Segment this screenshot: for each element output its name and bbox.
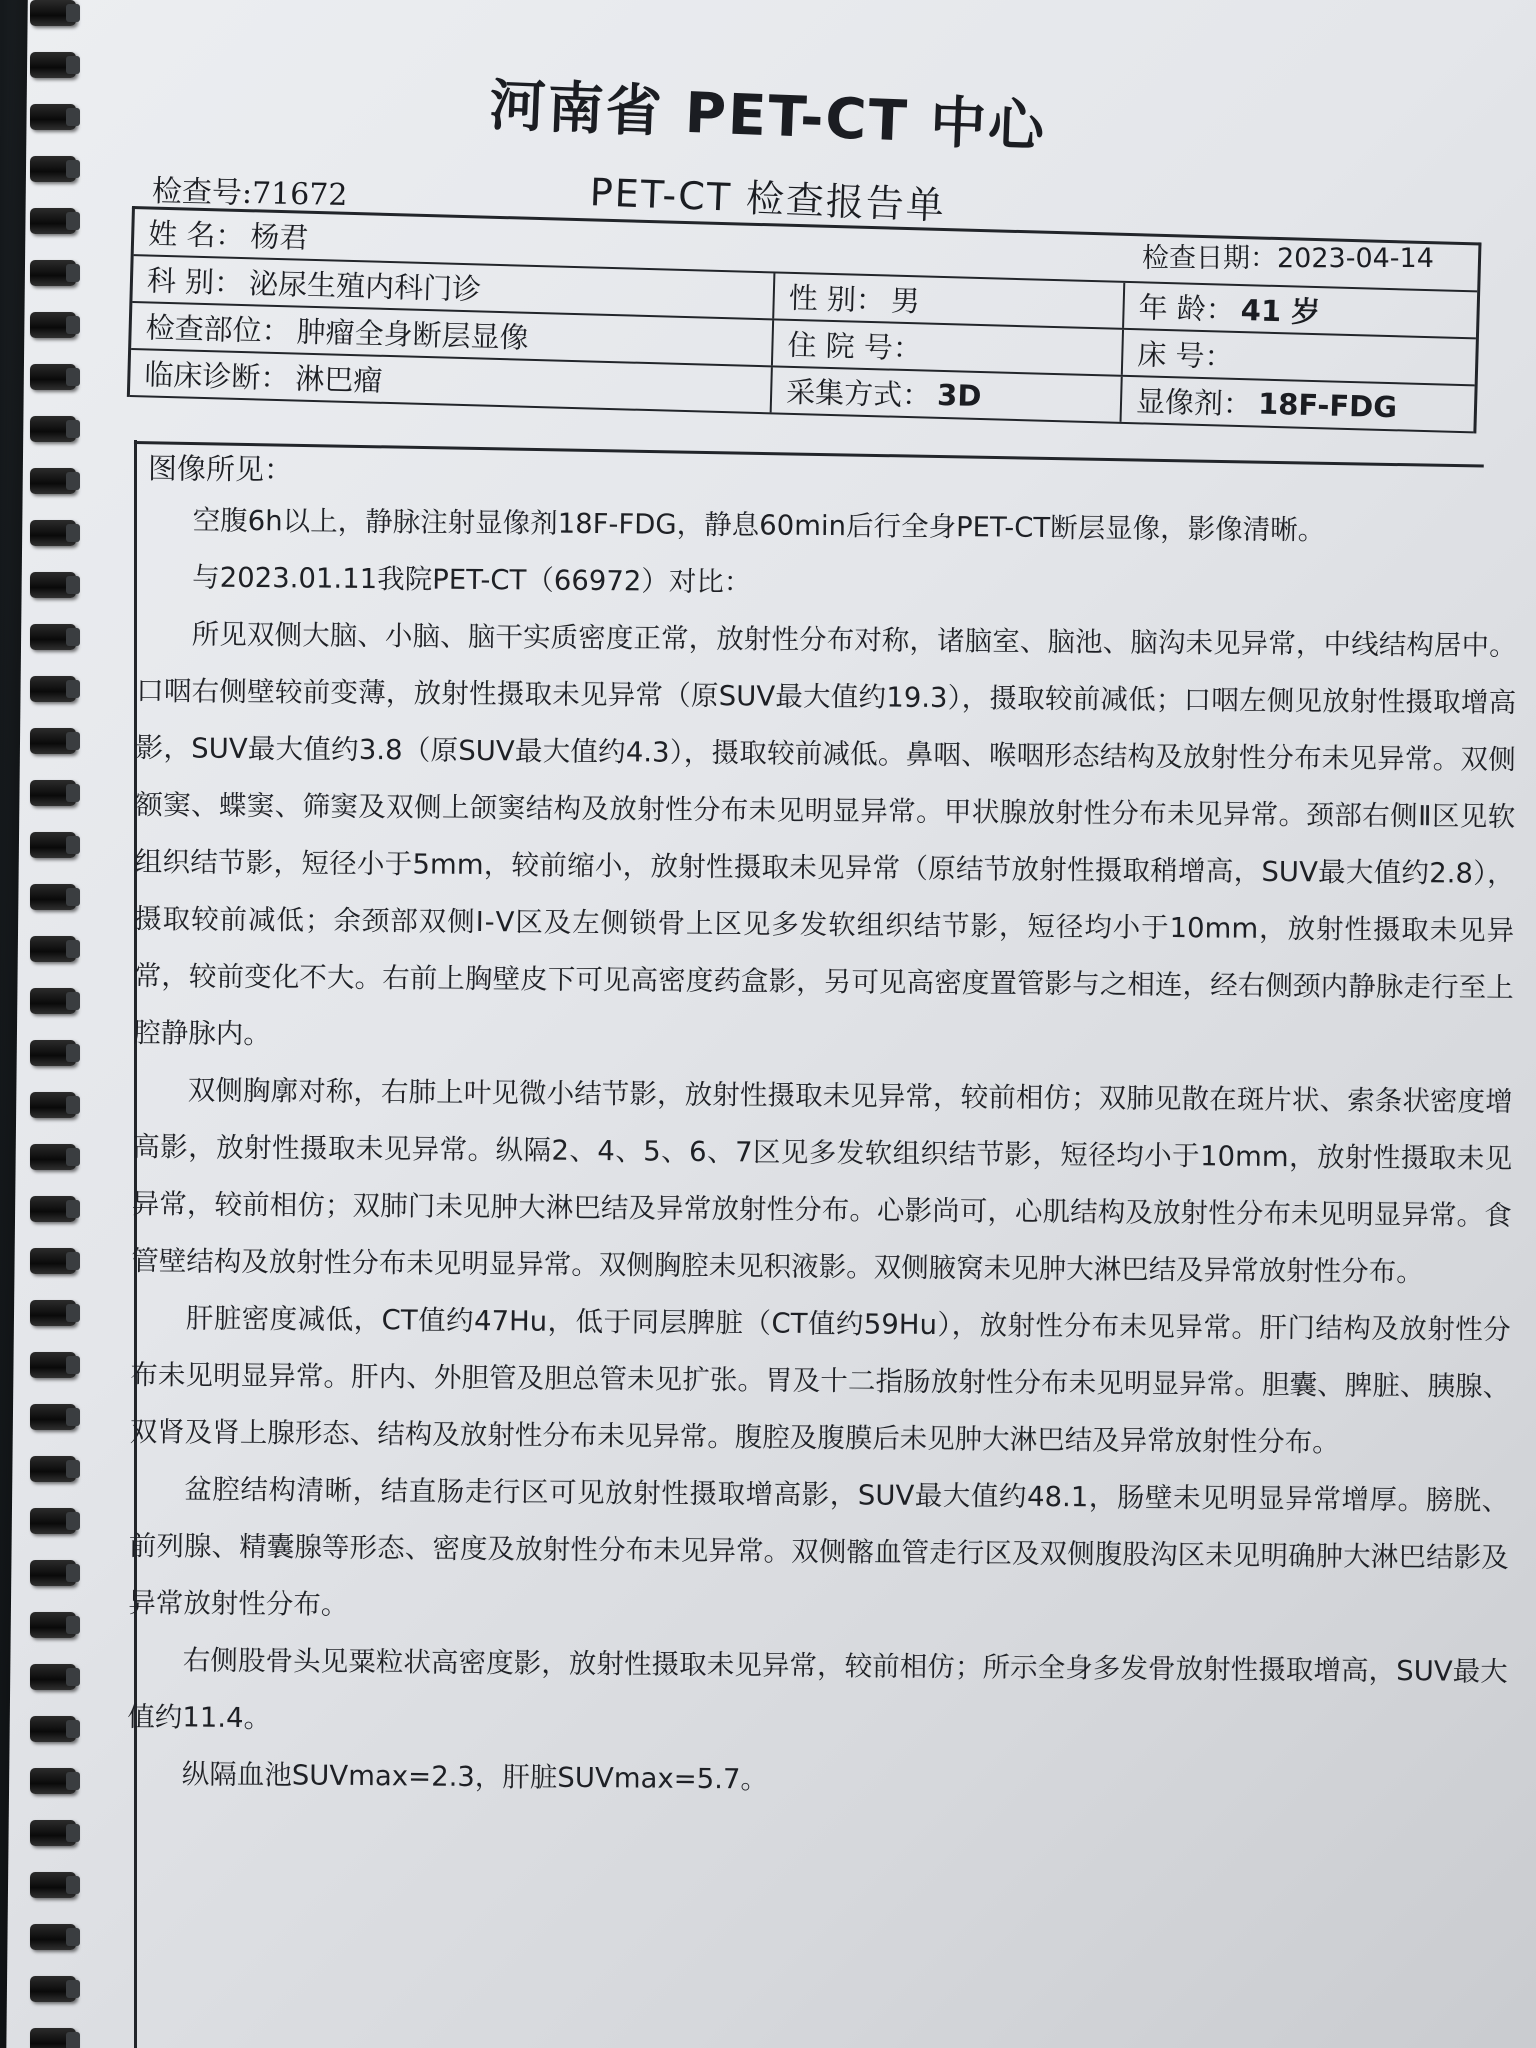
dept-label: 科 别： xyxy=(146,263,244,301)
binding-hole xyxy=(66,1252,80,1270)
name-label: 姓 名： xyxy=(147,216,245,254)
binding-hole xyxy=(66,1304,80,1322)
binding-hole xyxy=(66,680,80,698)
findings-paragraph: 所见双侧大脑、小脑、脑干实质密度正常，放射性分布对称，诸脑室、脑池、脑沟未见异常，中线结构居中。口咽右侧壁较前变薄，放射性摄取未见异常（原SUV最大值约19.3），摄取较前减低；口咽左侧见放射性摄取增高影，SUV最大值约3.8（原SUV最大值约4.3），摄取较前减低。鼻咽、喉咽形态结构及放射性分布未见异常。双侧额窦、蝶窦、筛窦及双侧上颌窦结构及放射性分布未见明显异常。甲状腺放射性分布未见异常。颈部右侧Ⅱ区见软组织结节影，短径小于5mm，较前缩小，放射性摄取未见异常（原结节放射性摄取稍增高，SUV最大值约2.8），摄取较前减低；余颈部双侧Ⅰ-Ⅴ区及左侧锁骨上区见多发软组织结节影，短径均小于10mm，放射性摄取未见异常，较前变化不大。右前上胸壁皮下可见高密度药盒影，另可见高密度置管影与之相连，经右侧颈内静脉走行至上腔静脉内。 xyxy=(133,618,1517,1051)
binding-hole xyxy=(66,4,80,22)
bed-cell xyxy=(1121,330,1476,385)
binding-hole xyxy=(66,1096,80,1114)
sex-label: 性 别： xyxy=(788,280,886,318)
dept-value: 泌尿生殖内科门诊 xyxy=(248,266,482,307)
part-value: 肿瘤全身断层显像 xyxy=(296,314,530,355)
report-title: 河南省 PET-CT 中心 xyxy=(488,73,1048,160)
binding-hole xyxy=(66,1356,80,1374)
age-cell xyxy=(1122,283,1477,338)
spiral-binding xyxy=(0,0,90,2048)
report-subtitle: PET-CT 检查报告单 xyxy=(589,170,947,228)
binding-hole xyxy=(66,1460,80,1478)
patient-info-table xyxy=(127,206,1482,433)
findings-paragraph: 与2023.01.11我院PET-CT（66972）对比： xyxy=(192,561,752,599)
binding-hole xyxy=(66,1668,80,1686)
binding-hole xyxy=(66,472,80,490)
binding-hole xyxy=(66,940,80,958)
binding-hole xyxy=(66,316,80,334)
findings-paragraph: 双侧胸廓对称，右肺上叶见微小结节影，放射性摄取未见异常，较前相仿；双肺见散在斑片状、索条状密度增高影，放射性摄取未见异常。纵隔2、4、5、6、7区见多发软组织结节影，短径均小于10mm，放射性摄取未见异常，较前相仿；双肺门未见肿大淋巴结及异常放射性分布。心影尚可，心肌结构及放射性分布未见明显异常。食管壁结构及放射性分布未见明显异常。双侧胸腔未见积液影。双侧腋窝未见肿大淋巴结及异常放射性分布。 xyxy=(131,1074,1513,1289)
diagnosis-value: 淋巴瘤 xyxy=(294,361,383,398)
sex-value: 男 xyxy=(890,283,921,319)
binding-hole xyxy=(66,1200,80,1218)
findings-paragraph: 肝脏密度减低，CT值约47Hu，低于同层脾脏（CT值约59Hu），放射性分布未见异常。肝门结构及放射性分布未见明显异常。肝内、外胆管及胆总管未见扩张。胃及十二指肠放射性分布未见明显异常。胆囊、脾脏、胰腺、双肾及肾上腺形态、结构及放射性分布未见异常。腹腔及腹膜后未见肿大淋巴结及异常放射性分布。 xyxy=(129,1302,1511,1459)
age-label: 年 龄： xyxy=(1138,290,1236,327)
diagnosis-label: 临床诊断： xyxy=(143,357,290,396)
method-cell xyxy=(770,367,1121,421)
findings-paragraph: 纵隔血池SUVmax=2.3，肝脏SUVmax=5.7。 xyxy=(181,1758,769,1796)
method-label: 采集方式： xyxy=(785,374,932,413)
patient-name: 杨君 xyxy=(249,219,309,255)
binding-hole xyxy=(66,2032,80,2048)
findings-paragraph: 空腹6h以上，静脉注射显像剂18F-FDG，静息60min后行全身PET-CT断层显像，影像清晰。 xyxy=(192,504,1326,547)
binding-hole xyxy=(66,368,80,386)
findings-body xyxy=(127,492,1518,1815)
findings-label: 图像所见： xyxy=(147,451,294,487)
binding-hole xyxy=(66,1928,80,1946)
binding-hole xyxy=(66,1824,80,1842)
inpatient-label: 住 院 号： xyxy=(787,327,923,366)
agent-cell xyxy=(1120,377,1475,432)
binding-hole xyxy=(66,1720,80,1738)
findings-paragraph: 右侧股骨头见粟粒状高密度影，放射性摄取未见异常，较前相仿；所示全身多发骨放射性摄取增高，SUV最大值约11.4。 xyxy=(127,1644,1508,1735)
agent-value: 18F-FDG xyxy=(1257,386,1398,424)
exam-number: 检查号:71672 xyxy=(151,173,348,214)
binding-hole xyxy=(66,1980,80,1998)
binding-hole xyxy=(66,212,80,230)
binding-hole xyxy=(66,628,80,646)
binding-hole xyxy=(66,264,80,282)
binding-hole xyxy=(66,888,80,906)
sex-cell xyxy=(772,273,1123,327)
binding-hole xyxy=(66,1148,80,1166)
binding-hole xyxy=(66,1044,80,1062)
findings-paragraph: 盆腔结构清晰，结直肠走行区可见放射性摄取增高影，SUV最大值约48.1，肠壁未见明显异常增厚。膀胱、前列腺、精囊腺等形态、密度及放射性分布未见异常。双侧髂血管走行区及双侧腹股沟区未见明确肿大淋巴结影及异常放射性分布。 xyxy=(128,1473,1510,1621)
binding-hole xyxy=(66,784,80,802)
binding-hole xyxy=(66,1408,80,1426)
binding-hole xyxy=(66,732,80,750)
method-value: 3D xyxy=(936,377,982,413)
binding-hole xyxy=(66,1512,80,1530)
binding-hole xyxy=(66,524,80,542)
binding-hole xyxy=(66,420,80,438)
binding-hole xyxy=(66,836,80,854)
binding-hole xyxy=(66,992,80,1010)
binding-hole xyxy=(66,576,80,594)
exam-date: 检查日期：2023-04-14 xyxy=(1142,243,1434,274)
binding-hole xyxy=(66,1876,80,1894)
part-label: 检查部位： xyxy=(145,310,292,349)
age-value: 41 岁 xyxy=(1240,293,1321,330)
agent-label: 显像剂： xyxy=(1135,384,1253,422)
binding-hole xyxy=(66,1772,80,1790)
inpatient-cell xyxy=(771,320,1122,374)
binding-hole xyxy=(66,1616,80,1634)
bed-label: 床 号： xyxy=(1136,337,1235,374)
binding-hole xyxy=(66,1564,80,1582)
